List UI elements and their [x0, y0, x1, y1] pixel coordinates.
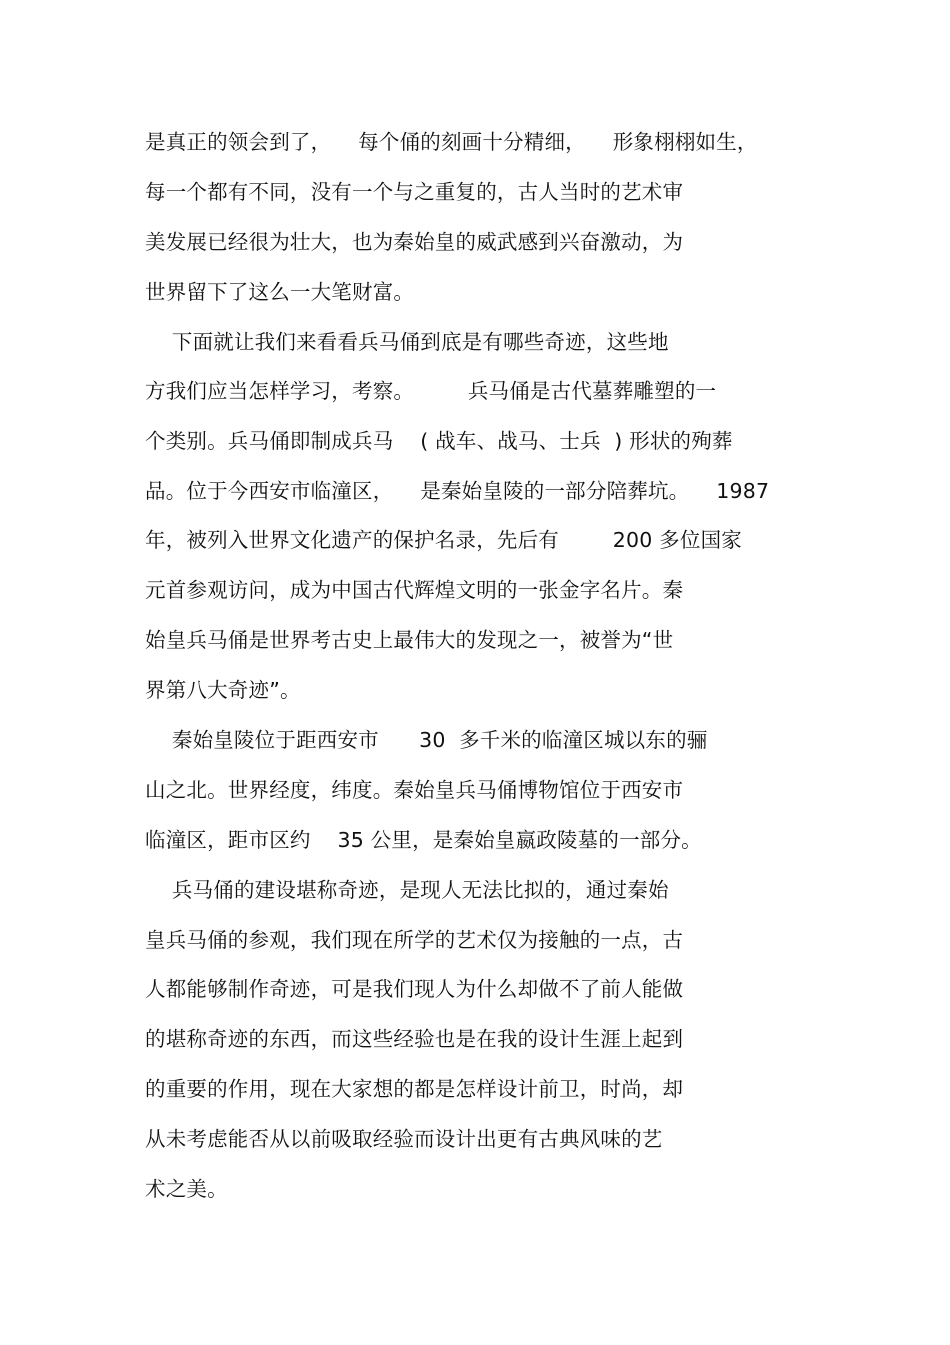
text-line: 下面就让我们来看看兵马俑到底是有哪些奇迹，这些地 [145, 330, 669, 354]
text-line: 界第八大奇迹”。 [145, 678, 301, 702]
text-line: 术之美。 [145, 1177, 228, 1201]
text-line: 的堪称奇迹的东西，而这些经验也是在我的设计生涯上起到 [145, 1027, 684, 1051]
text-line: 美发展已经很为壮大，也为秦始皇的威武感到兴奋激动，为 [145, 230, 684, 254]
text-line: 兵马俑的建设堪称奇迹，是现人无法比拟的，通过秦始 [145, 878, 669, 902]
text-line: 品。位于今西安市临潼区， 是秦始皇陵的一部分陪葬坑。 1987 [145, 479, 770, 503]
text-line: 人都能够制作奇迹，可是我们现人为什么却做不了前人能做 [145, 977, 684, 1001]
text-line: 元首参观访问，成为中国古代辉煌文明的一张金字名片。秦 [145, 578, 684, 602]
text-line: 始皇兵马俑是世界考古史上最伟大的发现之一，被誉为“世 [145, 628, 674, 652]
text-line: 世界留下了这么一大笔财富。 [145, 280, 415, 304]
text-line: 方我们应当怎样学习，考察。 兵马俑是古代墓葬雕塑的一 [145, 379, 717, 403]
text-line: 每一个都有不同，没有一个与之重复的，古人当时的艺术审 [145, 180, 684, 204]
text-line: 临潼区，距市区约 35 公里，是秦始皇嬴政陵墓的一部分。 [145, 828, 702, 852]
text-line: 从未考虑能否从以前吸取经验而设计出更有古典风味的艺 [145, 1127, 663, 1151]
text-line: 是真正的领会到了， 每个俑的刻画十分精细， 形象栩栩如生， [145, 130, 758, 154]
text-line: 年，被列入世界文化遗产的保护名录，先后有 200 多位国家 [145, 528, 742, 552]
text-line: 个类别。兵马俑即制成兵马 ( 战车、战马、士兵 ) 形状的殉葬 [145, 429, 733, 453]
text-line: 山之北。世界经度，纬度。秦始皇兵马俑博物馆位于西安市 [145, 778, 684, 802]
text-line: 皇兵马俑的参观，我们现在所学的艺术仅为接触的一点，古 [145, 928, 684, 952]
text-line: 秦始皇陵位于距西安市 30 多千米的临潼区城以东的骊 [145, 728, 708, 752]
text-line: 的重要的作用，现在大家想的都是怎样设计前卫，时尚，却 [145, 1077, 684, 1101]
